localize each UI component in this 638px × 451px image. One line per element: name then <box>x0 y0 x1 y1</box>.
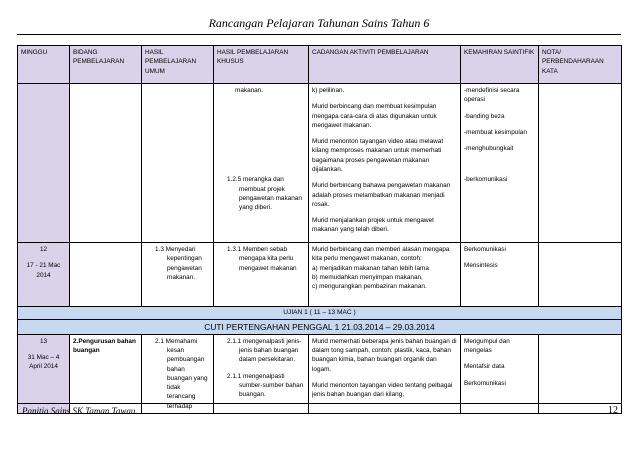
kemahiran-text: -berkomunikasi <box>464 176 508 184</box>
umum-text: 1.3 Menyedari kepentingan pengawetan makanan. <box>155 246 202 281</box>
page-number: 12 <box>608 405 618 416</box>
minggu-number: 12 <box>39 246 48 253</box>
aktiviti-text: Murid menjalankan projek untuk mengawet makanan yang telah diberi. <box>312 217 434 234</box>
aktiviti-text: Murid berbincang dan membuat kesimpulan mengapa cara-cara di atas digunakan untuk mengawet makanan. <box>312 103 437 129</box>
bidang-text: 2.Pengurusan bahan buangan <box>73 337 136 355</box>
minggu-cell <box>18 334 70 413</box>
umum-cell <box>142 334 214 413</box>
khusus-cell <box>214 84 309 243</box>
khusus-text: 2.1.1 mengenalpasti jenis-jenis bahan buangan dalam persekitaran. <box>227 337 302 364</box>
aktiviti-text: Murid menonton tayangan video tentang pelbagai jenis bahan buangan dari kilang, <box>312 381 453 399</box>
aktiviti-text: Murid menonton tayangan video atau melawat kilang memproses makanan untuk memerhati bagaimana proses pengawetan makanan dijalankan. <box>312 138 444 173</box>
footer-text: Panitia Sains SK Taman Tawau <box>22 406 136 416</box>
kemahiran-text: -menghubungkait <box>464 145 514 153</box>
aktiviti-text: k) pelilinan. <box>312 87 345 94</box>
header-kemahiran: KEMAHIRAN SAINTIFIK <box>461 46 539 84</box>
table-row <box>18 243 622 307</box>
aktiviti-text: c) mengurangkan pembaziran makanan. <box>312 283 427 291</box>
table-row <box>18 84 622 243</box>
khusus-text: makanan. <box>235 87 264 94</box>
umum-cell <box>142 243 214 307</box>
header-aktiviti: CADANGAN AKTIVITI PEMBELAJARAN <box>309 46 461 84</box>
kemahiran-text: Mengumpul dan mengelas <box>464 337 510 355</box>
bidang-cell <box>70 334 142 413</box>
minggu-number: 13 <box>39 337 48 345</box>
header-minggu: MINGGU <box>18 46 70 84</box>
bidang-cell <box>70 243 142 307</box>
kemahiran-cell <box>461 84 539 243</box>
kemahiran-text: Berkomunikasi <box>464 246 506 253</box>
title-divider <box>17 34 621 35</box>
aktiviti-text: a) menjadikan makanan tahan lebih lama <box>312 264 429 272</box>
nota-cell <box>539 334 622 413</box>
khusus-text: 2.1.1 mengenalpasti sumber-sumber bahan buangan. <box>227 372 304 399</box>
ujian-label: UJIAN 1 ( 11 – 13 MAC ) <box>18 307 622 320</box>
footer-divider <box>17 403 621 404</box>
aktiviti-cell <box>309 334 461 413</box>
nota-cell <box>539 84 622 243</box>
table-header-row <box>18 46 622 84</box>
minggu-date: 31 Mac – 4 April 2014 <box>27 354 60 371</box>
minggu-cell <box>18 84 70 243</box>
aktiviti-text: b) memudahkan menyimpan makanan, <box>312 273 423 281</box>
umum-text: 2.1 Memahami kesan pembuangan bahan buangan yang tidak terancang terhadap <box>155 337 208 410</box>
aktiviti-text: Murid berbincang bahawa pengawetan makanan adalah proses melambatkan makanan menjadi rosak. <box>312 182 451 208</box>
kemahiran-text: -banding beza <box>464 112 505 120</box>
kemahiran-text: Mentafsir data <box>464 363 505 371</box>
header-bidang: BIDANG PEMBELAJARAN <box>70 46 142 84</box>
minggu-cell <box>18 243 70 307</box>
minggu-date: 17 - 21 Mac 2014 <box>26 262 61 279</box>
kemahiran-cell <box>461 334 539 413</box>
header-nota: NOTA/ PERBENDAHARAAN KATA <box>539 46 622 84</box>
khusus-text: 1.3.1 Memberi sebab mengapa kita perlu mengawet makanan <box>227 246 297 272</box>
header-hasil-khusus: HASIL PEMBELAJARAN KHUSUS <box>214 46 309 84</box>
aktiviti-cell <box>309 243 461 307</box>
lesson-plan-table <box>17 45 622 414</box>
aktiviti-cell <box>309 84 461 243</box>
kemahiran-text: Berkomunikasi <box>464 379 506 387</box>
ujian-row <box>18 307 622 320</box>
cuti-row <box>18 319 622 334</box>
khusus-cell <box>214 243 309 307</box>
page-title: Rancangan Pelajaran Tahunan Sains Tahun 6 <box>208 16 430 30</box>
kemahiran-cell <box>461 243 539 307</box>
khusus-text: 1.2.5 merangka dan membuat projek pengawetan makanan yang diberi. <box>227 176 302 212</box>
khusus-cell <box>214 334 309 413</box>
aktiviti-text: Murid memerhati beberapa jenis bahan buangan di dalam tong sampah, contoh: plastik, kaca, bahan buangan kimia, bahan buangan organik dan logam. <box>312 337 457 373</box>
cuti-label: CUTI PERTENGAHAN PENGGAL 1 21.03.2014 – 29.03.2014 <box>18 319 622 334</box>
header-hasil-umum: HASIL PEMBELAJARAN UMUM <box>142 46 214 84</box>
umum-cell <box>142 84 214 243</box>
kemahiran-text: -membuat kesimpulan <box>464 128 527 136</box>
aktiviti-text: Murid berbincang dan memberi alasan mengapa kita perlu mengawet makanan, contoh: <box>312 246 450 263</box>
table-row <box>18 334 622 413</box>
bidang-cell <box>70 84 142 243</box>
kemahiran-text: -mendefinisi secara operasi <box>464 87 520 104</box>
nota-cell <box>539 243 622 307</box>
kemahiran-text: Mensintesis <box>464 262 498 270</box>
